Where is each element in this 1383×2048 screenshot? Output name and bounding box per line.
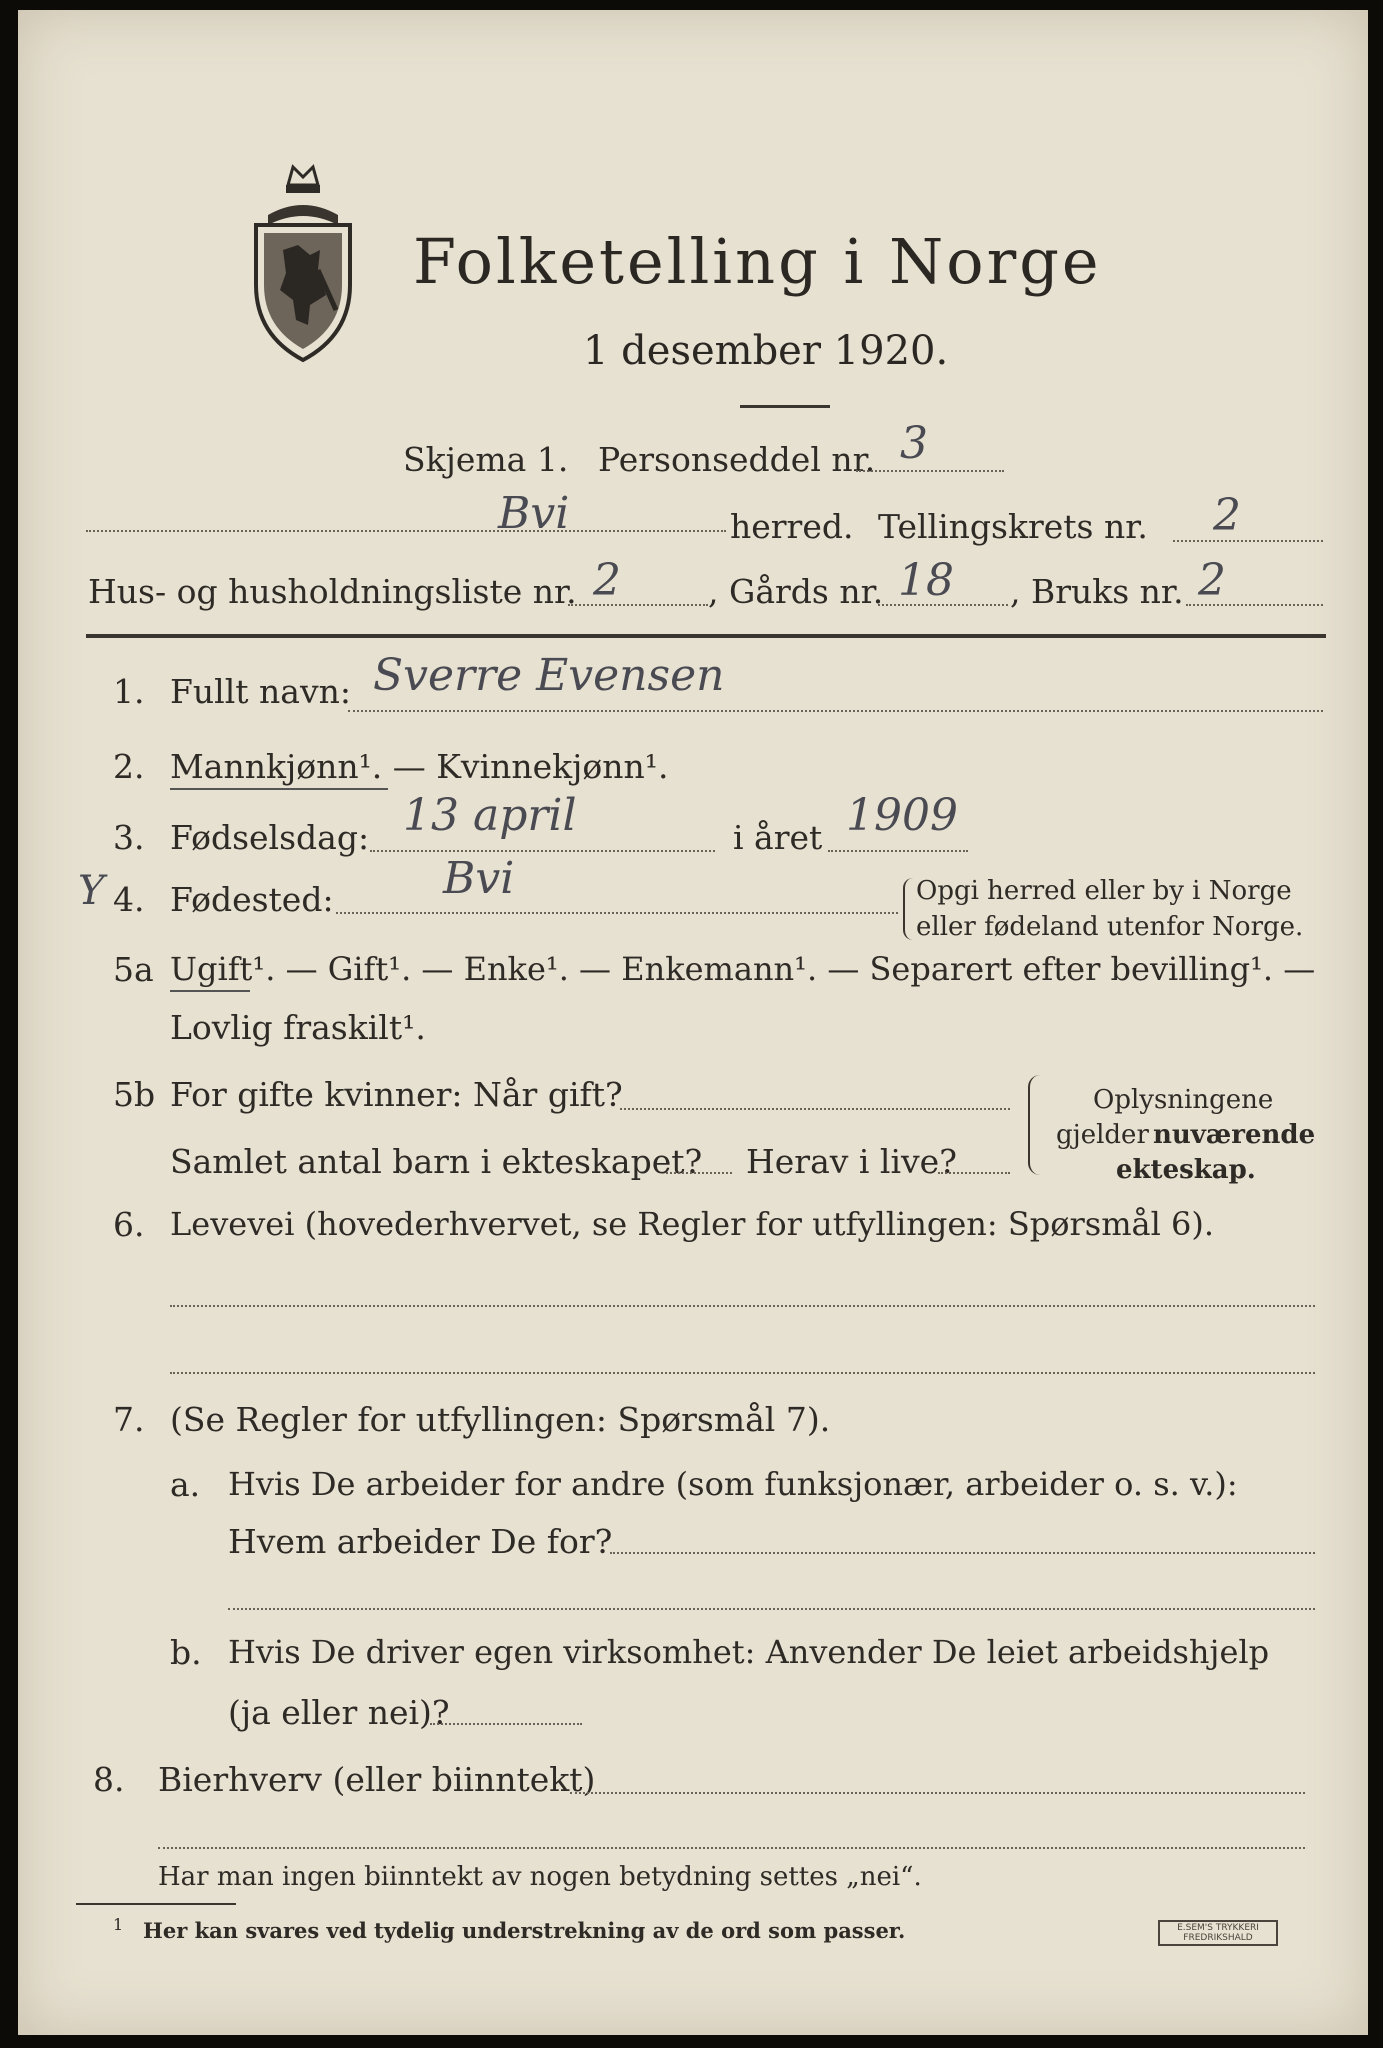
- skjema-label: Skjema 1.: [403, 440, 569, 479]
- q5a-number: 5a: [113, 950, 154, 989]
- gards-value: 18: [898, 555, 954, 606]
- q7b-label-1: Hvis De driver egen virksomhet: Anvender De leiet arbeidshjelp: [228, 1633, 1270, 1671]
- personseddel-label: Personseddel nr.: [598, 440, 876, 479]
- q6-line-1: [170, 1305, 1315, 1307]
- q7a-label-1: Hvis De arbeider for andre (som funksjonær, arbeider o. s. v.):: [228, 1465, 1238, 1503]
- q4-number: 4.: [113, 880, 145, 919]
- herred-value: Bvi: [498, 488, 570, 539]
- q6-label: Levevei (hovederhvervet, se Regler for utfyllingen: Spørsmål 6).: [170, 1205, 1215, 1243]
- q7b-line: [430, 1723, 582, 1725]
- printer-stamp-line1: E.SEM'S TRYKKERI: [1177, 1923, 1259, 1933]
- bruks-label: , Bruks nr.: [1010, 572, 1184, 611]
- printer-stamp: [1158, 1920, 1278, 1946]
- footnote-mark: 1: [113, 1915, 124, 1934]
- q4-margin-mark: Y: [78, 868, 105, 914]
- q3-label: Fødselsdag:: [170, 818, 370, 857]
- q3-number: 3.: [113, 818, 145, 857]
- q7a-number: a.: [170, 1465, 201, 1504]
- personseddel-line: [856, 470, 1004, 472]
- gards-label: , Gårds nr.: [708, 572, 884, 611]
- tellingskrets-value: 2: [1213, 490, 1241, 541]
- q4-value: Bvi: [443, 853, 515, 904]
- q1-label: Fullt navn:: [170, 672, 351, 711]
- q4-note-brace: [903, 878, 913, 940]
- tellingskrets-label: Tellingskrets nr.: [878, 507, 1148, 546]
- q7-label: (Se Regler for utfyllingen: Spørsmål 7).: [170, 1400, 831, 1439]
- q5b-note-brace: [1028, 1075, 1040, 1175]
- q3-year-label: i året: [733, 818, 823, 857]
- q5b-label-2: Samlet antal barn i ekteskapet?: [170, 1142, 703, 1181]
- q5a-label: Ugift¹. — Gift¹. — Enke¹. — Enkemann¹. — Separert efter bevilling¹. —: [170, 950, 1316, 988]
- q8-note: Har man ingen biinntekt av nogen betydning settes „nei“.: [158, 1862, 922, 1892]
- q5b-label-3: Herav i live?: [746, 1142, 957, 1181]
- q5b-label-1: For gifte kvinner: Når gift?: [170, 1075, 623, 1114]
- form-title: Folketelling i Norge: [413, 225, 1102, 298]
- q5b-when-line: [620, 1108, 1010, 1110]
- coat-of-arms-icon: [248, 155, 358, 365]
- header-rule: [86, 634, 1326, 638]
- q5b-note-2a: gjelder: [1056, 1120, 1149, 1150]
- q8-number: 8.: [93, 1760, 125, 1799]
- herred-line: [86, 530, 726, 532]
- census-form: [18, 10, 1368, 2035]
- q3-year-value: 1909: [846, 790, 958, 841]
- q7a-line-2: [228, 1608, 1315, 1610]
- q4-line: [336, 912, 898, 914]
- q4-label: Fødested:: [170, 880, 334, 919]
- q7b-label-2: (ja eller nei)?: [228, 1693, 450, 1732]
- title-divider: [740, 405, 830, 408]
- bruks-value: 2: [1198, 555, 1226, 606]
- footnote-divider: [76, 1903, 236, 1905]
- q5a-label-2: Lovlig fraskilt¹.: [170, 1008, 426, 1047]
- q6-line-2: [170, 1372, 1315, 1374]
- q2-number: 2.: [113, 747, 145, 786]
- hus-label: Hus- og husholdningsliste nr.: [88, 572, 577, 611]
- q5b-number: 5b: [113, 1075, 156, 1114]
- q8-line-2: [158, 1847, 1305, 1849]
- q1-line: [348, 710, 1323, 712]
- q3-value: 13 april: [403, 790, 577, 841]
- footnote-text: Her kan svares ved tydelig understrekning av de ord som passer.: [143, 1918, 906, 1943]
- tellingskrets-line: [1173, 540, 1323, 542]
- q8-line-1: [570, 1792, 1305, 1794]
- q5a-underline: [170, 990, 250, 992]
- q1-value: Sverre Evensen: [373, 650, 725, 701]
- q7a-line-1: [610, 1552, 1315, 1554]
- q6-number: 6.: [113, 1205, 145, 1244]
- q8-label: Bierhverv (eller biinntekt): [158, 1760, 596, 1799]
- personseddel-value: 3: [900, 418, 928, 469]
- q1-number: 1.: [113, 672, 145, 711]
- herred-label: herred.: [730, 507, 854, 546]
- q4-note-line1: Opgi herred eller by i Norge: [916, 876, 1292, 906]
- q5b-note-1: Oplysningene: [1093, 1085, 1274, 1115]
- hus-value: 2: [593, 555, 621, 606]
- q2-label: Mannkjønn¹. — Kvinnekjønn¹.: [170, 747, 669, 786]
- q7b-number: b.: [170, 1633, 202, 1672]
- q3-year-line: [828, 850, 968, 852]
- q5b-note-3: ekteskap.: [1116, 1155, 1256, 1185]
- form-date: 1 desember 1920.: [583, 328, 949, 374]
- q4-note-line2: eller fødeland utenfor Norge.: [916, 912, 1304, 942]
- q2-underline: [170, 788, 388, 790]
- hus-line: [568, 604, 708, 606]
- printer-stamp-line2: FREDRIKSHALD: [1183, 1933, 1253, 1943]
- q5b-children-line: [666, 1172, 732, 1174]
- q5b-note-2b: nuværende: [1153, 1120, 1316, 1150]
- q3-line: [370, 850, 715, 852]
- q5b-alive-line: [938, 1172, 1010, 1174]
- q7-number: 7.: [113, 1400, 145, 1439]
- q7a-label-2: Hvem arbeider De for?: [228, 1522, 613, 1561]
